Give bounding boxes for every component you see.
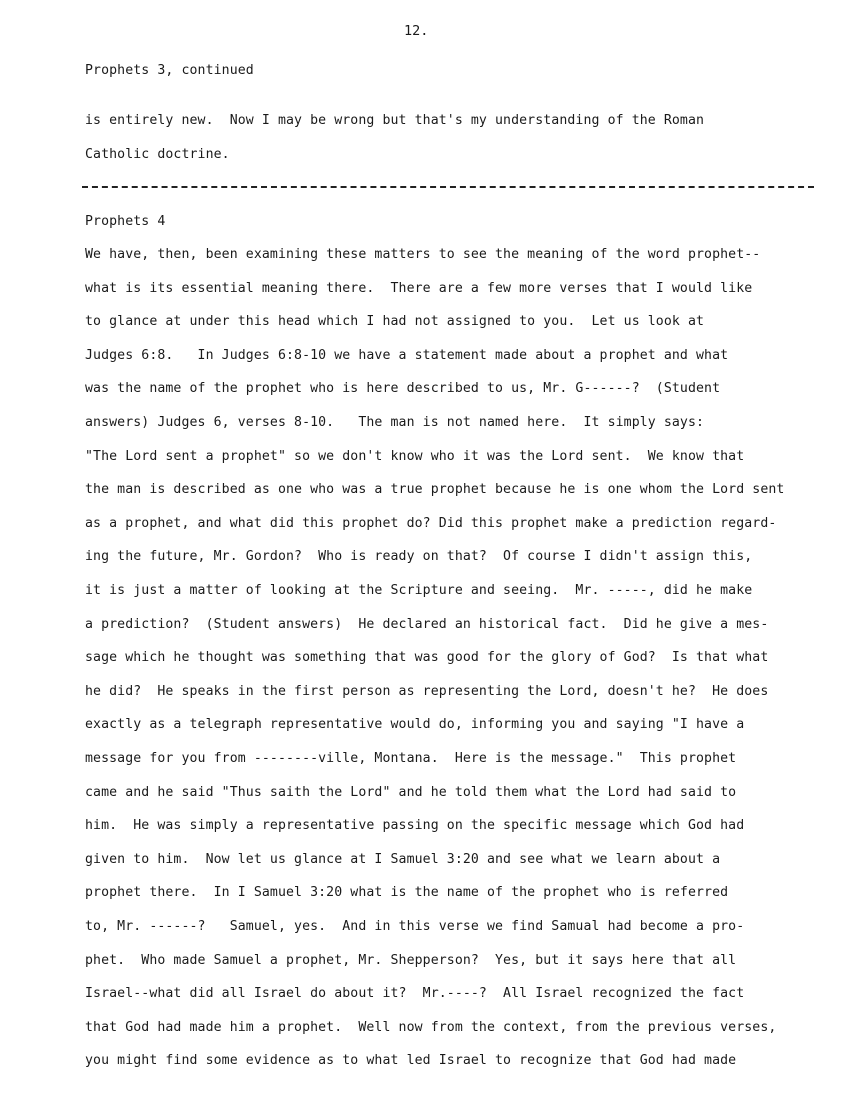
text-line: ing the future, Mr. Gordon? Who is ready on that? Of course I didn't assign this,	[85, 549, 753, 565]
text-line: We have, then, been examining these matters to see the meaning of the word prophet--	[85, 247, 761, 262]
text-line: it is just a matter of looking at the Scripture and seeing. Mr. -----, did he make	[85, 583, 753, 598]
text-line: sage which he thought was something that was good for the glory of God? Is that what	[85, 650, 769, 666]
text-line: came and he said "Thus saith the Lord" and he told them what the Lord had said to	[85, 784, 737, 800]
section-heading: Prophets 4	[85, 214, 166, 229]
text-line: he did? He speaks in the first person as representing the Lord, doesn't he? He does	[85, 683, 769, 699]
text-line: was the name of the prophet who is here described to us, Mr. G------? (Student	[85, 381, 721, 397]
text-line: that God had made him a prophet. Well now from the context, from the previous verses,	[85, 1019, 777, 1035]
running-header: Prophets 3, continued	[85, 63, 254, 78]
text-line: Catholic doctrine.	[85, 147, 230, 162]
text-line: phet. Who made Samuel a prophet, Mr. Shepperson? Yes, but it says here that all	[85, 952, 737, 968]
text-line: message for you from --------ville, Montana. Here is the message." This prophet	[85, 751, 737, 766]
text-line: him. He was simply a representative passing on the specific message which God had	[85, 818, 745, 834]
text-line: given to him. Now let us glance at I Samuel 3:20 and see what we learn about a	[85, 851, 721, 867]
text-line: you might find some evidence as to what led Israel to recognize that God had made	[85, 1053, 737, 1069]
text-line: exactly as a telegraph representative would do, informing you and saying "I have a	[85, 717, 745, 733]
text-line: Israel--what did all Israel do about it? Mr.----? All Israel recognized the fact	[85, 986, 745, 1002]
text-line: is entirely new. Now I may be wrong but that's my understanding of the Roman	[85, 113, 705, 128]
text-line: answers) Judges 6, verses 8-10. The man is not named here. It simply says:	[85, 415, 705, 430]
section-divider	[82, 186, 814, 188]
text-line: what is its essential meaning there. There are a few more verses that I would like	[85, 280, 753, 296]
page-number: 12.	[404, 23, 429, 39]
text-line: a prediction? (Student answers) He declared an historical fact. Did he give a mes-	[85, 616, 769, 632]
text-line: to, Mr. ------? Samuel, yes. And in this verse we find Samual had become a pro-	[85, 919, 745, 934]
text-line: Judges 6:8. In Judges 6:8-10 we have a statement made about a prophet and what	[85, 347, 729, 363]
text-line: "The Lord sent a prophet" so we don't know who it was the Lord sent. We know that	[85, 448, 745, 464]
text-line: prophet there. In I Samuel 3:20 what is the name of the prophet who is referred	[85, 885, 729, 901]
text-line: the man is described as one who was a true prophet because he is one whom the Lord sent	[85, 482, 785, 498]
text-line: as a prophet, and what did this prophet do? Did this prophet make a prediction regard-	[85, 515, 777, 531]
text-line: to glance at under this head which I had not assigned to you. Let us look at	[85, 314, 705, 330]
